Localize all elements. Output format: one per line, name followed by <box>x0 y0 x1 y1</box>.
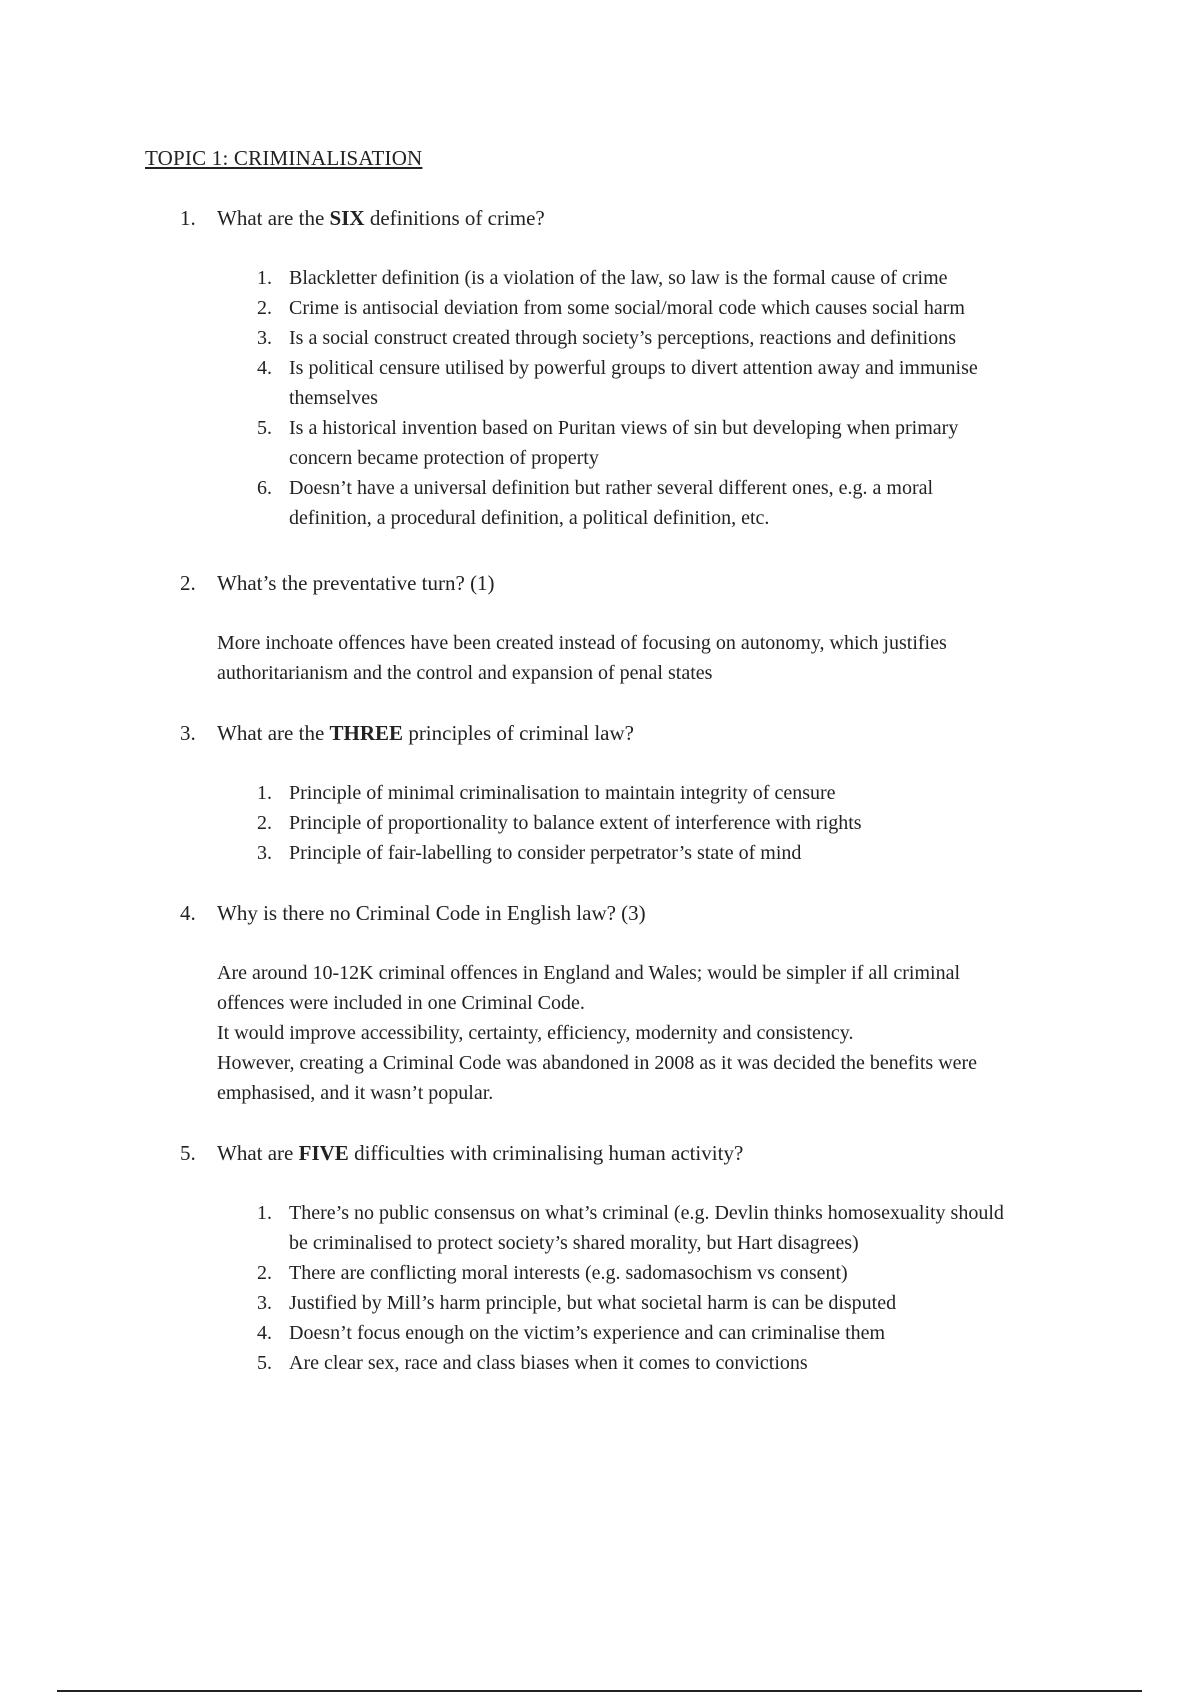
page-title: TOPIC 1: CRIMINALISATION <box>145 146 423 170</box>
question-number: 2. <box>180 571 196 595</box>
answer-paragraph: Are around 10-12K criminal offences in England and Wales; would be simpler if all criminal offences were included in one Criminal Code. It would improve accessibility, certainty, efficiency, modernity and consistency. However, creating a Criminal Code was abandoned in 2008 as it was decided the benefits were emphasised, and it wasn’t popular. <box>217 962 978 1104</box>
question-text: What are FIVE difficulties with criminalising human activity? <box>217 1141 744 1165</box>
question-number: 5. <box>180 1141 196 1165</box>
question-number: 3. <box>180 721 196 745</box>
question-text: What are the SIX definitions of crime? <box>217 206 545 230</box>
question-text: Why is there no Criminal Code in English law? (3) <box>217 901 646 925</box>
question-number: 4. <box>180 901 196 925</box>
page-bottom-divider <box>57 1690 1142 1692</box>
question-text: What are the THREE principles of criminal law? <box>217 721 634 745</box>
answer-paragraph: More inchoate offences have been created instead of focusing on autonomy, which justifies authoritarianism and the control and expansion of penal states <box>217 632 947 684</box>
question-number: 1. <box>180 206 196 230</box>
document-page: TOPIC 1: CRIMINALISATION 1. What are the SIX definitions of crime? 1. Blackletter definition (is a violation of the law, so law is the formal cause of crime 2. Crime is antisocial deviation from some social/moral code which causes social harm 3. Is a social construct created through society’s perceptions, reactions and definitions 4. Is political censure utilised by powerful groups to divert attention away and immunise themselves 5. Is a historical invention based on Puritan views of sin but developing when primary concern became protection of property 6. Doesn’t have a universal definition but rather several different ones, e.g. a moral definition, a procedural definition, a political definition, etc. 2. What’s the preventative turn? (1) More inchoate offences have been created instead of focusing on autonomy, which justifies authoritarianism and the control and expansion of penal states 3. What are the THREE principles of criminal law? 1. Principle of minimal criminalisation to maintain integrity of censure 2. Principle of proportionality to balance extent of interference with rights 3. Principle of fair-labelling to consider perpetrator’s state of mind 4. Why is there no Criminal Code in English law? (3) Are around 10-12K criminal offences in England and Wales; would be simpler if all criminal offences were included in one Criminal Code. It would improve accessibility, certainty, efficiency, modernity and consistency. However, creating a Criminal Code was abandoned in 2008 as it was decided the benefits were emphasised, and it wasn’t popular. 5. What are FIVE difficulties with criminalising human activity? 1. There’s no public consensus on what’s criminal (e.g. Devlin thinks homosexuality should be criminalised to protect society’s shared morality, but Hart disagrees) 2. There are conflicting moral interests (e.g. sadomasochism vs consent) 3. Justified by Mill’s harm principle, but what societal harm is can be disputed 4. Doesn’t focus enough on the victim’s experience and can criminalise them 5. Are clear sex, race and class biases when it comes to convictions <box>0 0 1200 1700</box>
question-text: What’s the preventative turn? (1) <box>217 571 495 595</box>
